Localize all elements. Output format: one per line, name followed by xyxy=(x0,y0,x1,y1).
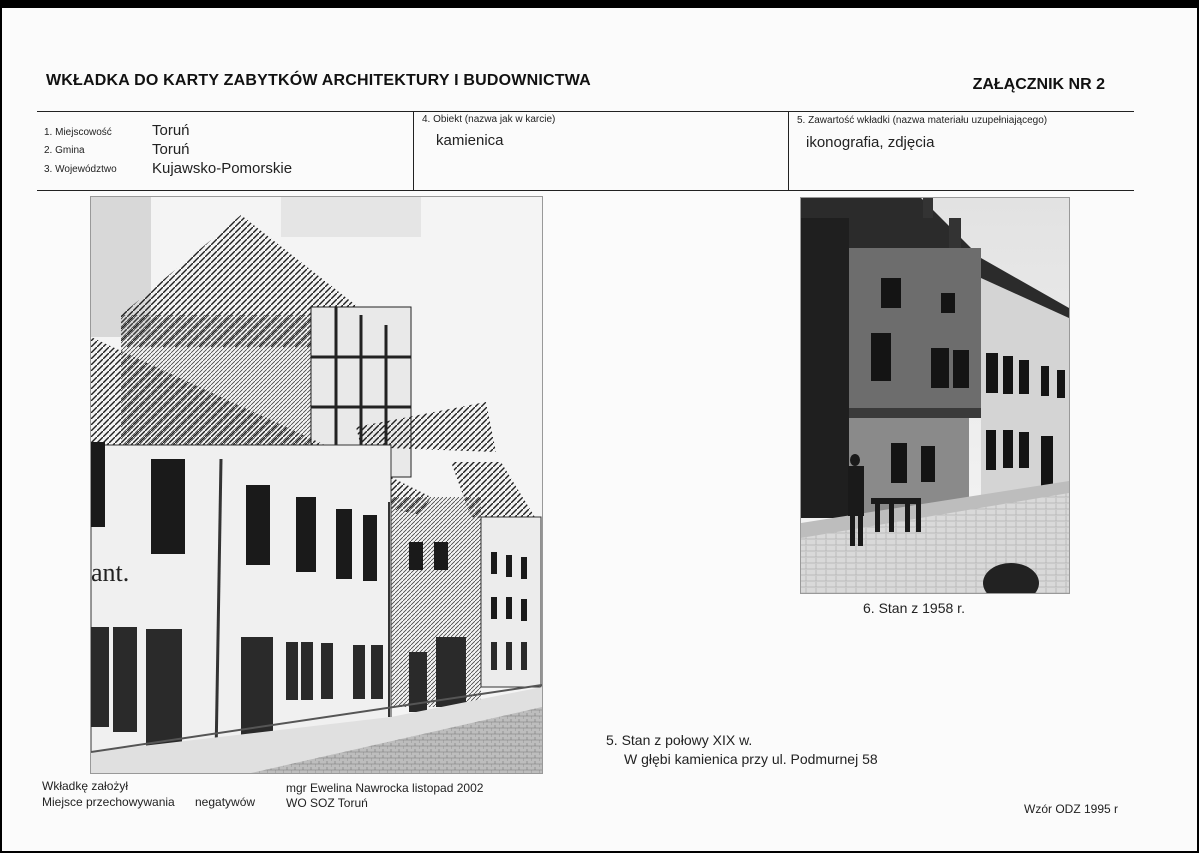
photo-1958-caption: 6. Stan z 1958 r. xyxy=(863,600,965,616)
photo-1958 xyxy=(800,197,1070,594)
storage-value: WO SOZ Toruń xyxy=(286,796,368,810)
document-sheet xyxy=(2,8,1197,851)
author-value: mgr Ewelina Nawrocka listopad 2002 xyxy=(286,781,484,795)
historic-drawing xyxy=(90,196,543,774)
locality-label: 1. Miejscowość xyxy=(44,127,112,138)
content-label: 5. Zawartość wkładki (nazwa materiału uzupełniającego) xyxy=(797,115,1048,126)
object-label: 4. Obiekt (nazwa jak w karcie) xyxy=(422,114,556,125)
author-label: Wkładkę założył xyxy=(42,779,129,793)
commune-label: 2. Gmina xyxy=(44,145,85,156)
locality-value: Toruń xyxy=(152,122,190,139)
content-value: ikonografia, zdjęcia xyxy=(806,134,935,151)
photo-1958-svg xyxy=(801,198,1069,593)
object-value: kamienica xyxy=(436,132,504,149)
table-top-line xyxy=(37,111,1134,112)
shop-sign-text: ant. xyxy=(91,558,130,587)
commune-value: Toruń xyxy=(152,141,190,158)
drawing-caption-line1: 5. Stan z połowy XIX w. xyxy=(606,732,753,748)
province-value: Kujawsko-Pomorskie xyxy=(152,160,293,177)
document-title: WKŁADKA DO KARTY ZABYTKÓW ARCHITEKTURY I BUDOWNICTWA xyxy=(46,72,591,89)
template-reference: Wzór ODZ 1995 r xyxy=(1024,802,1119,816)
table-divider-1 xyxy=(413,111,414,190)
historic-drawing-svg xyxy=(91,197,542,773)
table-divider-2 xyxy=(788,111,789,190)
province-label: 3. Województwo xyxy=(44,164,117,175)
storage-label: Miejsce przechowywania xyxy=(42,795,175,809)
annex-number: ZAŁĄCZNIK NR 2 xyxy=(972,76,1105,93)
storage-label-negatives: negatywów xyxy=(195,795,256,809)
table-bottom-line xyxy=(37,190,1134,191)
drawing-caption-line2: W głębi kamienica przy ul. Podmurnej 58 xyxy=(624,751,878,767)
